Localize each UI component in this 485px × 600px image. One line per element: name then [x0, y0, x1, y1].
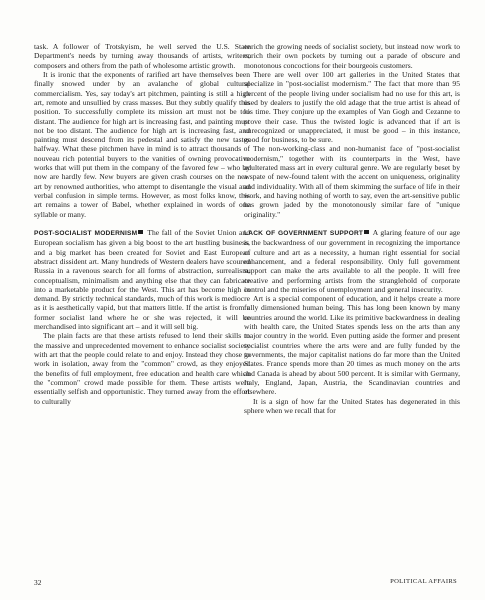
square-bullet-icon — [138, 230, 143, 235]
section-paragraph — [244, 228, 460, 294]
paragraph: task. A follower of Trotskyism, he well served the U.S. State Department's needs by turning away thousands of artists, writers, composers and others from the path of wholesome artistic growth. — [34, 42, 250, 70]
paragraph: enrich the growing needs of socialist society, but instead now work to enrich their own pockets by turning out a parade of obscure and monotonous concoctions for their bourgeois customers. — [244, 42, 460, 70]
page-number: 32 — [34, 578, 42, 587]
section-heading: POST-SOCIALIST MODERNISM — [34, 229, 138, 237]
paragraph: It is a sign of how far the United States has degenerated in this sphere when we recall that for — [244, 396, 460, 415]
right-column — [244, 42, 460, 415]
paragraph: The plain facts are that these artists refused to lend their skills to the massive and unprecedented movement to enhance socialist society with art that the people could relate to and enjoy. Instead they chose to work in isolation, away from the "common" crowd, as they enjoyed the benefits of full employment, free education and health care which the "common" crowd made possible for them. These artists were essentially selfish and opportunistic. They turned away from the effort to culturally — [34, 331, 250, 406]
paragraph: There are well over 100 art galleries in the United States that specialize in "post-socialist modernism." The fact that more than 95 percent of the people living under socialism had no use for this art, is used by dealers to justify the old adage that the true artist is ahead of his time. They conjure up the examples of Van Gogh and Cezanne to prove their case. Thus the twisted logic is advanced that if art is unrecognized or unappreciated, it must be good – in this instance, good for business, to be sure. — [244, 69, 460, 145]
section-paragraph — [34, 228, 250, 331]
paragraph: The non-working-class and non-humanist face of "post-socialist modernism," together with its counterparts in the West, have adulterated mass art in every cultural genre. We are regularly beset by a spate of new-found talent with the accent on uniqueness, originality and individuality. With all of them skimming the surface of life in their work, and having nothing of worth to say, even the art-sensitive public has grown jaded by the monotonously similar fare of "unique originality." — [244, 144, 460, 219]
paragraph-text: A glaring feature of our age is the backwardness of our government in recognizing the importance of culture and art as a necessity, a human right essential for social enhancement, and a federal responsibility. Only full government support can make the arts available to all the people. It will free creative and performing artists from the stranglehold of corporate control and the miseries of unemployment and general insecurity. — [244, 227, 460, 294]
paragraph: Art is a special component of education, and it helps create a more fully dimensioned human being. This has long been known by many countries around the world. Like its primitive backwardness in dealing with health care, the United States spends less on the arts than any major country in the world. Even putting aside the former and present socialist countries where the arts were and are fully funded by the governments, the major capitalist nations do far more than the United States. France spends more than 20 times as much money on the arts and Canada is ahead by about 500 percent. It is similar with Germany, Italy, England, Japan, Austria, the Scandinavian countries and elsewhere. — [244, 294, 460, 397]
section-heading: LACK OF GOVERNMENT SUPPORT — [244, 229, 364, 237]
left-column — [34, 42, 250, 406]
square-bullet-icon — [364, 230, 369, 235]
paragraph: It is ironic that the exponents of rarified art have themselves been finally snowed under by an avalanche of global cultural commercialism. Yes, say today's art pitchmen, painting is still a high art, remote and unsullied by crass masses. But they subtly qualify this position. To successfully complete its mission art must not be too distant. The audience for high art is increasing fast, and painting must not be too distant. The audience for high art is increasing fast, and painting must descend from its pedestal and satisfy the new tastes halfway. What these pitchmen have in mind is to attract thousands of nouveau rich potential buyers to the vanities of owning provocative works that will put them in the company of the favored few – who by now are hardly few. New buyers are given crash courses on the new art by renowned authorities, who attempt to disentangle the visual and verbal confusion in simple terms. However, as most folks know, this art remains a tower of Babel, whether explained in words of one syllable or many. — [34, 69, 250, 219]
paragraph-text: The fall of the Soviet Union and European socialism has given a big boost to the art hustling business, and a big market has been created for Soviet and East European abstract dissident art. Many hundreds of Western dealers have scoured Russia in a ravenous search for all forms of abstraction, surrealism, conceptualism, minimalism and anything else that they can fabricate into a marketable product for the West. This art has become high in demand. By strictly technical standards, much of this work is mediocre as it is aesthetically vapid, but that matters little. If the artist is from a former socialist land where he or she was rejected, it will be merchandised into significant art – and it will sell big. — [34, 227, 251, 332]
publication-title: POLITICAL AFFAIRS — [390, 578, 457, 585]
